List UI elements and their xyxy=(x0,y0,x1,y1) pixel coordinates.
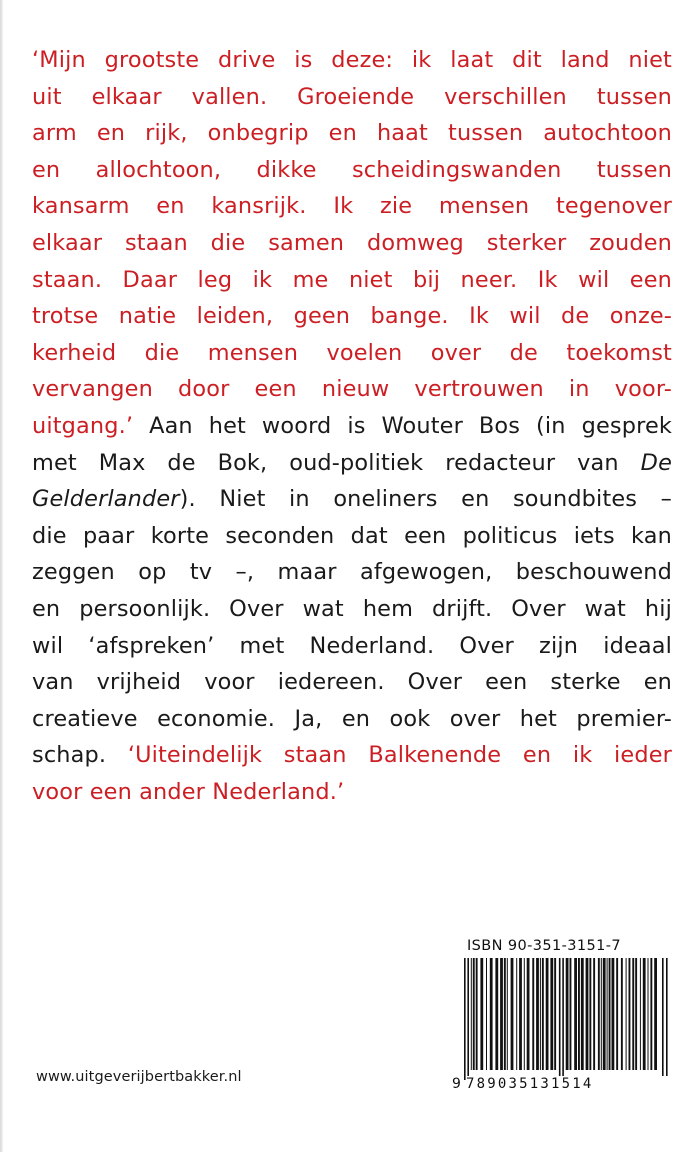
barcode-bar xyxy=(504,958,506,1070)
blurb-segment: vervangen door een nieuw vertrouwen in voor- xyxy=(32,376,672,403)
barcode-bar xyxy=(536,958,539,1070)
barcode-bar xyxy=(516,958,517,1070)
blurb-segment: uitgang.’ xyxy=(32,412,134,439)
publisher-website: www.uitgeverijbertbakker.nl xyxy=(36,1069,242,1085)
barcode-bar xyxy=(640,958,641,1070)
barcode-bar xyxy=(559,958,561,1080)
barcode-bar xyxy=(542,958,544,1070)
blurb-segment: met Max de Bok, oud-politiek redacteur van xyxy=(32,449,641,476)
barcode-bar xyxy=(507,958,508,1070)
blurb-segment: voor een ander Nederland.’ xyxy=(32,778,345,805)
barcode-bar xyxy=(527,958,530,1070)
barcode-bar xyxy=(601,958,602,1070)
barcode-bar xyxy=(486,958,487,1070)
blurb-line xyxy=(32,591,672,628)
blurb-line xyxy=(32,225,672,262)
barcode-bar xyxy=(648,958,649,1070)
blurb-segment: wil ‘afspreken’ met Nederland. Over zijn ideaal xyxy=(32,632,672,659)
blurb-line xyxy=(32,42,672,79)
page-edge xyxy=(0,0,3,1152)
blurb-segment: Aan het woord is Wouter Bos (in gesprek xyxy=(133,412,672,439)
blurb-segment: creatieve economie. Ja, en ook over het premier- xyxy=(32,705,672,732)
barcode-bar xyxy=(495,958,498,1070)
barcode-bar xyxy=(586,958,589,1070)
barcode-bar xyxy=(480,958,483,1070)
blurb-line xyxy=(32,298,672,335)
barcode-bar xyxy=(612,958,615,1070)
blurb-line xyxy=(32,518,672,555)
barcode-bar xyxy=(666,958,668,1080)
barcode-bar xyxy=(566,958,569,1070)
barcode-bar xyxy=(490,958,493,1070)
blurb-segment: die paar korte seconden dat een politicus iets kan xyxy=(32,522,672,549)
blurb-segment: ‘Uiteindelijk staan Balkenende en ik ieder xyxy=(127,742,672,769)
blurb-line xyxy=(32,335,672,372)
blurb-line xyxy=(32,115,672,152)
barcode-bar xyxy=(593,958,595,1070)
barcode-bar xyxy=(635,958,637,1070)
barcode-bar xyxy=(589,958,591,1070)
barcode-bar xyxy=(511,958,514,1070)
barcode-bar xyxy=(632,958,634,1070)
blurb-line xyxy=(32,701,672,738)
blurb-line xyxy=(32,481,672,518)
blurb-line xyxy=(32,445,672,482)
blurb-text xyxy=(32,42,672,810)
barcode-bar xyxy=(616,958,618,1070)
barcode-bar xyxy=(570,958,572,1070)
blurb-line xyxy=(32,79,672,116)
blurb-segment: kansarm en kansrijk. Ik zie mensen tegenover xyxy=(32,193,672,220)
barcode-bar xyxy=(532,958,534,1070)
blurb-segment: trotse natie leiden, geen bange. Ik wil de onze- xyxy=(32,303,672,330)
blurb-segment: elkaar staan die samen domweg sterker zouden xyxy=(32,229,672,256)
barcode-bar xyxy=(540,958,541,1070)
barcode-bar xyxy=(574,958,577,1070)
barcode-bar xyxy=(500,958,503,1070)
blurb-line xyxy=(32,737,672,774)
barcode-bar xyxy=(471,958,472,1070)
barcode-bar xyxy=(464,958,466,1080)
barcode-bar xyxy=(473,958,475,1070)
blurb-segment: ). Niet in oneliners en soundbites – xyxy=(179,486,672,513)
blurb-segment: uit elkaar vallen. Groeiende verschillen tussen xyxy=(32,83,672,110)
barcode-bar xyxy=(609,958,611,1070)
blurb-line xyxy=(32,628,672,665)
barcode-bar xyxy=(578,958,580,1070)
barcode-bar xyxy=(643,958,646,1070)
blurb-segment: arm en rijk, onbegrip en haat tussen autochtoon xyxy=(32,120,672,147)
barcode-bar xyxy=(562,958,564,1080)
barcode-bar xyxy=(662,958,664,1080)
barcode-bar xyxy=(621,958,623,1070)
blurb-segment: ‘Mijn grootste drive is deze: ik laat dit land niet xyxy=(32,47,672,73)
barcode-bar xyxy=(476,958,478,1070)
blurb-line xyxy=(32,408,672,445)
blurb-segment: en persoonlijk. Over wat hem drijft. Over wat hij xyxy=(32,595,672,622)
blurb-line xyxy=(32,152,672,189)
barcode-bar xyxy=(519,958,522,1070)
blurb-line xyxy=(32,554,672,591)
barcode-bar xyxy=(524,958,525,1070)
barcode-bar xyxy=(581,958,584,1070)
blurb-segment: van vrijheid voor iedereen. Over een sterke en xyxy=(32,669,672,696)
blurb-line xyxy=(32,664,672,701)
barcode-bar xyxy=(467,958,469,1080)
barcode-bar xyxy=(554,958,556,1070)
barcode-bar xyxy=(629,958,631,1070)
barcode-bar xyxy=(546,958,549,1070)
isbn-label: ISBN 90-351-3151-7 xyxy=(467,938,622,954)
blurb-segment: zeggen op tv –, maar afgewogen, beschouwend xyxy=(32,559,672,586)
barcode-bar xyxy=(550,958,553,1070)
blurb-line xyxy=(32,262,672,299)
barcode-bar xyxy=(598,958,600,1070)
barcode-bar xyxy=(654,958,657,1070)
blurb-line xyxy=(32,774,672,811)
blurb-segment: schap. xyxy=(32,742,128,769)
blurb-line xyxy=(32,371,672,408)
barcode-image xyxy=(452,958,674,1080)
barcode-bar xyxy=(603,958,606,1070)
blurb-segment: kerheid die mensen voelen over de toekomst xyxy=(32,339,672,366)
barcode-bar xyxy=(650,958,652,1070)
blurb-segment: De xyxy=(640,449,672,476)
blurb-segment: staan. Daar leg ik me niet bij neer. Ik wil een xyxy=(32,266,672,293)
ean-digits: 789035131514 xyxy=(466,1076,672,1092)
barcode-bar xyxy=(607,958,608,1070)
barcode-block xyxy=(452,938,674,1092)
blurb-segment: en allochtoon, dikke scheidingswanden tussen xyxy=(32,156,672,183)
ean-lead-digit: 9 xyxy=(452,1076,461,1092)
blurb-line xyxy=(32,188,672,225)
barcode-bar xyxy=(626,958,627,1070)
blurb-segment: Gelderlander xyxy=(32,486,180,513)
